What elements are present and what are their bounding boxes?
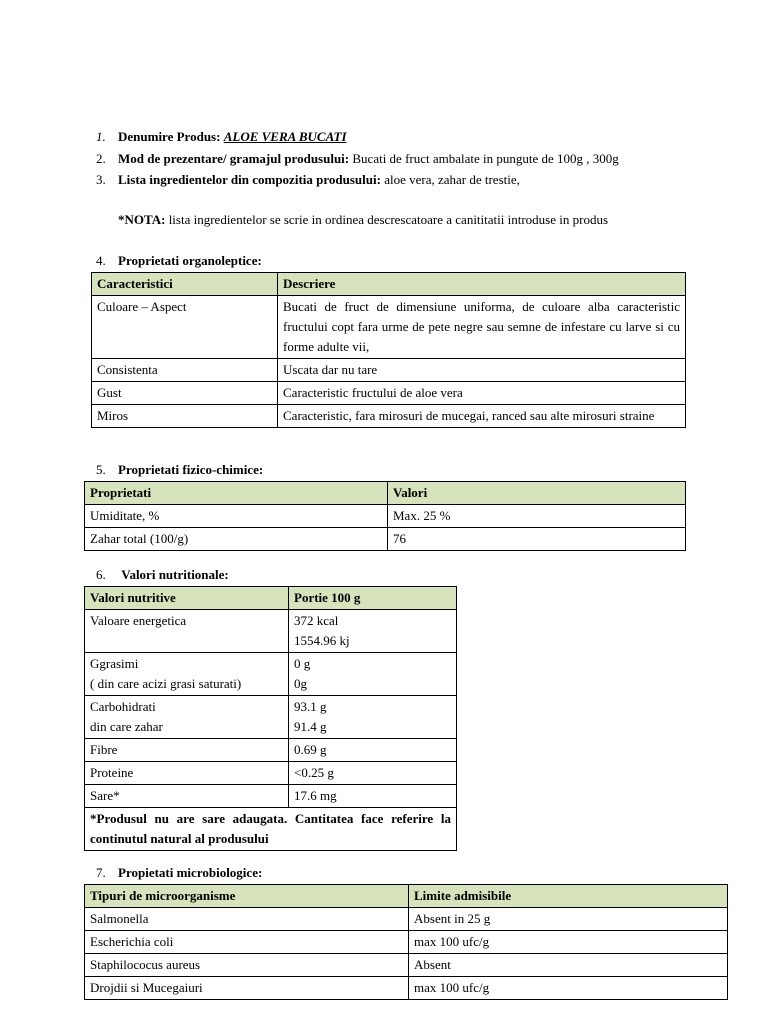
- table-cell: [85, 610, 289, 653]
- table-cell: Zahar total (100/g): [85, 528, 388, 551]
- cell-line: 91.4 g: [294, 719, 327, 734]
- item-3-number: 3.: [96, 172, 106, 187]
- table-cell: Salmonella: [85, 908, 409, 931]
- table-cell: Proteine: [85, 762, 289, 785]
- table-header-row: [85, 482, 686, 505]
- table-header-cell: Caracteristici: [92, 273, 278, 296]
- item-2-value: Bucati de fruct ambalate in pungute de 100g , 300g: [352, 151, 619, 166]
- table-cell: Umiditate, %: [85, 505, 388, 528]
- table-row: [85, 528, 686, 551]
- table-cell: Max. 25 %: [388, 505, 686, 528]
- nutrition-footnote: *Produsul nu are sare adaugata. Cantitatea face referire la continutul natural al produsului: [85, 808, 457, 851]
- table-header-cell: Tipuri de microorganisme: [85, 885, 409, 908]
- item-2-label: Mod de prezentare/ gramajul produsului:: [118, 151, 350, 166]
- table-header-cell: Descriere: [278, 273, 686, 296]
- item-3: [96, 171, 520, 189]
- section-6-heading: [96, 566, 229, 584]
- cell-line: 1554.96 kj: [294, 633, 350, 648]
- table-row: [85, 505, 686, 528]
- organoleptic-table: [91, 272, 686, 428]
- section-6-number: 6.: [96, 567, 106, 582]
- cell-line: Carbohidrati: [90, 699, 156, 714]
- table-cell: Drojdii si Mucegaiuri: [85, 977, 409, 1000]
- item-1-label: Denumire Produs:: [118, 129, 221, 144]
- table-cell: max 100 ufc/g: [409, 931, 728, 954]
- table-cell: Gust: [92, 382, 278, 405]
- table-cell: <0.25 g: [289, 762, 457, 785]
- table-row: [85, 653, 457, 696]
- cell-line: 0 g: [294, 656, 311, 671]
- item-3-label: Lista ingredientelor din compozitia produsului:: [118, 172, 381, 187]
- section-5-heading: [96, 461, 263, 479]
- table-row: [85, 785, 457, 808]
- table-cell: Caracteristic, fara mirosuri de mucegai, ranced sau alte mirosuri straine: [278, 405, 686, 428]
- section-7-title: Propietati microbiologice:: [118, 865, 263, 880]
- table-row: [92, 296, 686, 359]
- section-5-title: Proprietati fizico-chimice:: [118, 462, 264, 477]
- item-2-number: 2.: [96, 151, 106, 166]
- table-cell: Bucati de fruct de dimensiune uniforma, de culoare alba caracteristic fructului copt fara urme de pete negre sau semne de infestare cu larve si cu forme adulte vii,: [278, 296, 686, 359]
- table-row: [85, 931, 728, 954]
- table-row: [85, 808, 457, 851]
- nota-text: lista ingredientelor se scrie in ordinea descrescatoare a canititatii introduse in produs: [168, 212, 609, 227]
- table-cell: Escherichia coli: [85, 931, 409, 954]
- cell-line: ( din care acizi grasi saturati): [90, 676, 242, 691]
- item-3-value: aloe vera, zahar de trestie,: [384, 172, 520, 187]
- section-4-number: 4.: [96, 253, 106, 268]
- table-cell: Caracteristic fructului de aloe vera: [278, 382, 686, 405]
- table-header-cell: Portie 100 g: [289, 587, 457, 610]
- table-row: [85, 977, 728, 1000]
- table-cell: [289, 653, 457, 696]
- table-cell: Uscata dar nu tare: [278, 359, 686, 382]
- table-cell: max 100 ufc/g: [409, 977, 728, 1000]
- table-header-cell: Valori: [388, 482, 686, 505]
- section-6-title: Valori nutritionale:: [121, 567, 229, 582]
- table-row: [85, 762, 457, 785]
- table-row: [85, 739, 457, 762]
- item-1: [96, 128, 347, 146]
- table-row: [85, 954, 728, 977]
- section-4-title: Proprietati organoleptice:: [118, 253, 262, 268]
- nota-label: *NOTA:: [118, 212, 166, 227]
- cell-line: 372 kcal: [294, 613, 339, 628]
- cell-line: 0g: [294, 676, 307, 691]
- product-name: ALOE VERA BUCATI: [223, 129, 347, 144]
- nutrition-table: [84, 586, 457, 851]
- physico-chemical-table: [84, 481, 686, 551]
- table-cell: [289, 610, 457, 653]
- section-7-number: 7.: [96, 865, 106, 880]
- table-cell: [85, 696, 289, 739]
- table-row: [85, 908, 728, 931]
- microbiological-table: [84, 884, 728, 1000]
- section-5-number: 5.: [96, 462, 106, 477]
- table-row: [85, 610, 457, 653]
- table-header-row: [85, 885, 728, 908]
- table-header-row: [92, 273, 686, 296]
- nota: [118, 211, 608, 229]
- item-2: [96, 150, 619, 168]
- table-cell: Sare*: [85, 785, 289, 808]
- section-7-heading: [96, 864, 262, 882]
- table-cell: Staphilococus aureus: [85, 954, 409, 977]
- table-row: [92, 359, 686, 382]
- table-cell: Consistenta: [92, 359, 278, 382]
- table-header-row: [85, 587, 457, 610]
- cell-line: din care zahar: [90, 719, 163, 734]
- table-header-cell: Valori nutritive: [85, 587, 289, 610]
- cell-line: Ggrasimi: [90, 656, 139, 671]
- table-cell: Miros: [92, 405, 278, 428]
- table-cell: Absent in 25 g: [409, 908, 728, 931]
- table-cell: Fibre: [85, 739, 289, 762]
- table-cell: 76: [388, 528, 686, 551]
- table-cell: [85, 653, 289, 696]
- table-cell: 17.6 mg: [289, 785, 457, 808]
- cell-line: 93.1 g: [294, 699, 327, 714]
- table-cell: 0.69 g: [289, 739, 457, 762]
- table-cell: Absent: [409, 954, 728, 977]
- table-row: [85, 696, 457, 739]
- cell-line: Valoare energetica: [90, 613, 187, 628]
- section-4-heading: [96, 252, 262, 270]
- table-header-cell: Limite admisibile: [409, 885, 728, 908]
- table-cell: Culoare – Aspect: [92, 296, 278, 359]
- table-row: [92, 382, 686, 405]
- table-row: [92, 405, 686, 428]
- item-1-number: 1.: [96, 129, 106, 144]
- table-cell: [289, 696, 457, 739]
- table-header-cell: Proprietati: [85, 482, 388, 505]
